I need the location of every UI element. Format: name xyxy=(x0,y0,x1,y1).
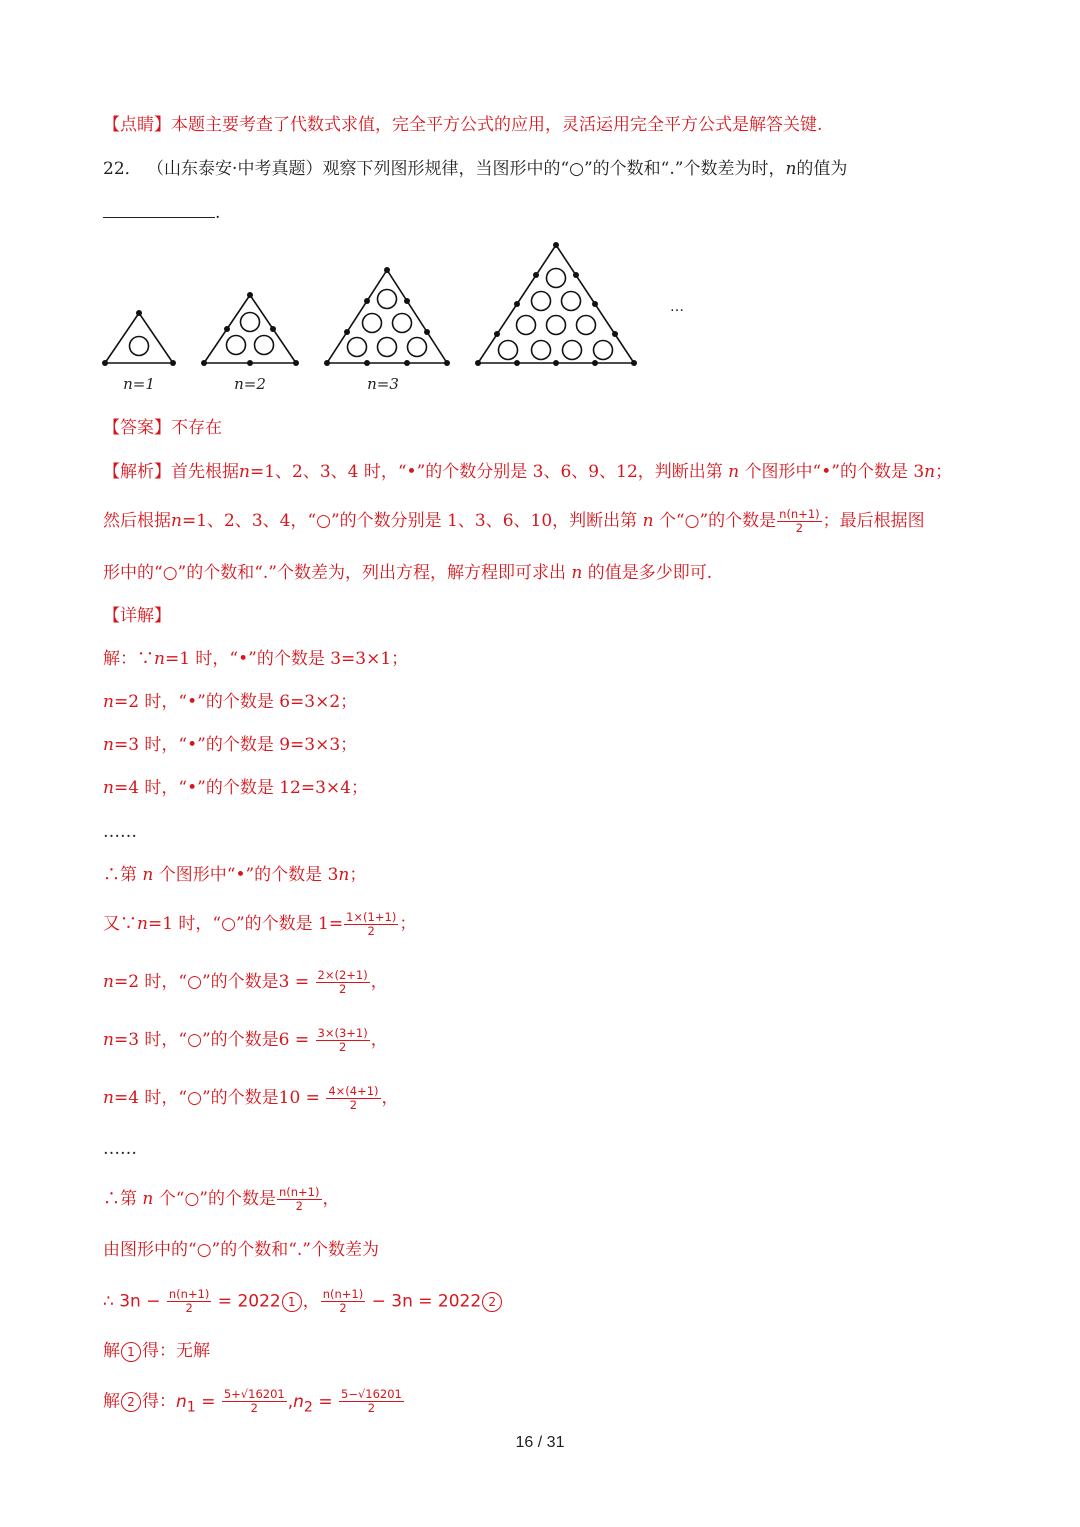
subscript-1: 1 xyxy=(186,1398,196,1415)
frac-den: 2 xyxy=(349,1098,358,1112)
detail-line-1 xyxy=(103,647,408,671)
detail-s2: =2 时，“•”的个数是 6=3×2； xyxy=(113,692,358,712)
frac-num: 3×(3+1) xyxy=(317,1026,368,1040)
answer-text: 不存在 xyxy=(171,418,222,438)
var-n: n xyxy=(239,462,250,482)
solution1-a: 解 xyxy=(103,1341,120,1361)
detail-s6a: 又∵ xyxy=(103,914,137,934)
frac-num: 4×(4+1) xyxy=(328,1084,379,1098)
equals: = xyxy=(312,1391,338,1412)
var-n: n xyxy=(103,972,114,992)
circled-number-1: 1 xyxy=(282,1292,302,1312)
detail-s6b: =1 时，“○”的个数是 1= xyxy=(147,914,344,934)
solution2-a: 解 xyxy=(103,1391,120,1412)
analysis-line-2 xyxy=(103,508,925,535)
comma: ， xyxy=(370,1030,388,1050)
triangle-n2 xyxy=(204,295,296,363)
frac-den: 2 xyxy=(295,1199,303,1213)
frac-den: 2 xyxy=(795,521,804,535)
var-n: n xyxy=(728,462,740,482)
circled-number-1: 1 xyxy=(121,1342,141,1362)
root-fraction-2 xyxy=(339,1388,404,1415)
answer-tag: 【答案】 xyxy=(103,418,171,438)
analysis-l2a: 然后根据 xyxy=(103,511,171,531)
detail-line-4 xyxy=(103,776,368,800)
frac-num: 2×(2+1) xyxy=(317,968,368,982)
analysis-l1d: ； xyxy=(935,462,953,482)
detail-s1: 解：∵ xyxy=(103,649,154,669)
frac-den: 2 xyxy=(185,1301,193,1315)
detail-line-10 xyxy=(103,1186,340,1213)
var-n: n xyxy=(171,511,182,531)
detail-s3: =3 时，“•”的个数是 9=3×3； xyxy=(113,735,358,755)
solution2-b: 得： xyxy=(142,1391,176,1412)
answer-line xyxy=(103,416,222,440)
var-n: n xyxy=(142,865,154,885)
detail-s8: =3 时，“○”的个数是6 = xyxy=(113,1030,315,1050)
analysis-l3a: 形中的“○”的个数和“.”个数差为，列出方程，解方程即可求出 xyxy=(103,563,566,583)
detail-line-5 xyxy=(103,863,366,887)
var-n2: n xyxy=(293,1391,304,1412)
frac-num: 1×(1+1) xyxy=(346,910,397,924)
fraction-1 xyxy=(344,911,398,938)
detail-tag: 【详解】 xyxy=(103,606,171,626)
detail-s1b: =1 时，“•”的个数是 3=3×1； xyxy=(164,649,409,669)
frac-den: 2 xyxy=(338,1040,347,1054)
frac-den: 2 xyxy=(250,1401,258,1415)
detail-s9: =4 时，“○”的个数是10 = xyxy=(113,1088,326,1108)
comma: ， xyxy=(381,1088,399,1108)
problem-source: （山东泰安·中考真题） xyxy=(147,159,323,179)
comment-text: 本题主要考查了代数式求值，完全平方公式的应用，灵活运用完全平方公式是解答关键. xyxy=(171,115,823,135)
fraction-5 xyxy=(277,1186,322,1213)
var-n: n xyxy=(137,914,148,934)
analysis-line-3 xyxy=(103,561,712,585)
var-n: n xyxy=(103,778,114,798)
analysis-tag: 【解析】 xyxy=(103,462,171,482)
var-n: n xyxy=(338,865,350,885)
var-n: n xyxy=(103,1030,114,1050)
answer-blank-line xyxy=(103,199,220,225)
triangle-pattern-figure xyxy=(95,237,815,397)
analysis-l2d: ；最后根据图 xyxy=(822,511,925,531)
detail-s5b: 个图形中“•”的个数是 3 xyxy=(158,865,339,885)
solution-line-2 xyxy=(103,1388,405,1419)
analysis-l3b: 的值是多少即可. xyxy=(587,563,713,583)
separator: , xyxy=(287,1391,294,1412)
analysis-l1c: 个图形中“•”的个数是 3 xyxy=(744,462,925,482)
detail-s5c: ； xyxy=(349,865,367,885)
frac-den: 2 xyxy=(367,1401,376,1415)
fraction-3 xyxy=(316,1027,370,1054)
var-n: n xyxy=(103,735,114,755)
detail-line-8 xyxy=(103,1027,388,1054)
ellipsis: …… xyxy=(103,822,137,842)
detail-line-2 xyxy=(103,690,357,714)
detail-ellipsis-2 xyxy=(103,1137,137,1161)
detail-ellipsis-1 xyxy=(103,820,137,844)
equation-sep: ， xyxy=(302,1291,320,1312)
comma: ， xyxy=(370,972,388,992)
var-n: n xyxy=(154,649,165,669)
equation-line xyxy=(103,1288,503,1315)
detail-line-9 xyxy=(103,1085,399,1112)
detail-line-3 xyxy=(103,733,357,757)
analysis-line-1 xyxy=(103,460,952,484)
detail-tag-line xyxy=(103,604,171,628)
detail-s10b: 个“○”的个数是 xyxy=(158,1189,276,1209)
var-n: n xyxy=(103,692,114,712)
fraction-n-n-plus-1-over-2 xyxy=(777,508,822,535)
frac-den: 2 xyxy=(339,1301,347,1315)
problem-var: n xyxy=(785,159,797,179)
var-n1: n xyxy=(176,1391,187,1412)
equation-part-d: − 3n = 2022 xyxy=(366,1291,482,1312)
circle-n1 xyxy=(130,337,149,356)
blank-period: . xyxy=(215,203,221,223)
fraction-eq-2 xyxy=(321,1288,366,1315)
var-n: n xyxy=(142,1189,154,1209)
comma: ， xyxy=(322,1189,340,1209)
problem-text-b: 的值为 xyxy=(796,159,848,179)
detail-line-7 xyxy=(103,969,388,996)
detail-s5a: ∴第 xyxy=(103,865,137,885)
figure-label-n2: n=2 xyxy=(234,375,266,393)
detail-s7: =2 时，“○”的个数是3 = xyxy=(113,972,315,992)
problem-line xyxy=(103,157,847,181)
fraction-4 xyxy=(326,1085,380,1112)
problem-number: 22． xyxy=(103,159,142,179)
detail-s10a: ∴第 xyxy=(103,1189,137,1209)
answer-blank xyxy=(103,199,215,218)
solution1-b: 得：无解 xyxy=(142,1341,210,1361)
figure-label-n3: n=3 xyxy=(367,375,399,393)
frac-den: 2 xyxy=(338,982,347,996)
circled-number-2: 2 xyxy=(482,1292,502,1312)
frac-num: n(n+1) xyxy=(779,507,820,521)
comment-tag: 【点睛】 xyxy=(103,115,171,135)
detail-line-6 xyxy=(103,911,416,938)
detail-line-11 xyxy=(103,1238,379,1262)
frac-num: n(n+1) xyxy=(168,1287,210,1301)
analysis-l1b: =1、2、3、4 时，“•”的个数分别是 3、6、9、12，判断出第 xyxy=(249,462,723,482)
root-fraction-1 xyxy=(222,1388,287,1415)
var-n: n xyxy=(642,511,654,531)
fraction-2 xyxy=(316,969,370,996)
problem-text-a: 观察下列图形规律，当图形中的“○”的个数和“.”个数差为时， xyxy=(322,159,786,179)
solution-line-1 xyxy=(103,1339,210,1363)
detail-s4: =4 时，“•”的个数是 12=3×4； xyxy=(113,778,368,798)
var-n: n xyxy=(103,1088,114,1108)
circled-number-2: 2 xyxy=(121,1392,141,1412)
frac-num: n(n+1) xyxy=(278,1185,320,1199)
ellipsis: …… xyxy=(103,1139,137,1159)
figure-ellipsis: … xyxy=(670,299,684,315)
equation-part-b: = 2022 xyxy=(212,1291,281,1312)
detail-s11: 由图形中的“○”的个数和“.”个数差为 xyxy=(103,1240,380,1260)
var-n: n xyxy=(924,462,936,482)
page-number: 16 / 31 xyxy=(515,1434,565,1451)
analysis-l1a: 首先根据 xyxy=(171,462,239,482)
figure-label-n1: n=1 xyxy=(123,375,155,393)
equation-part-a: ∴ 3n − xyxy=(103,1291,166,1312)
detail-s6c: ； xyxy=(399,914,417,934)
frac-num: 5+√16201 xyxy=(223,1387,285,1401)
fraction-eq-1 xyxy=(167,1288,212,1315)
triangle-n3 xyxy=(327,270,447,363)
comment-line xyxy=(103,113,822,137)
equals: = xyxy=(195,1391,221,1412)
analysis-l2b: =1、2、3、4，“○”的个数分别是 1、3、6、10，判断出第 xyxy=(181,511,638,531)
subscript-2: 2 xyxy=(303,1398,313,1415)
frac-num: n(n+1) xyxy=(322,1287,364,1301)
frac-den: 2 xyxy=(367,924,375,938)
var-n: n xyxy=(571,563,583,583)
analysis-l2c: 个“○”的个数是 xyxy=(658,511,777,531)
frac-num: 5−√16201 xyxy=(341,1387,402,1401)
